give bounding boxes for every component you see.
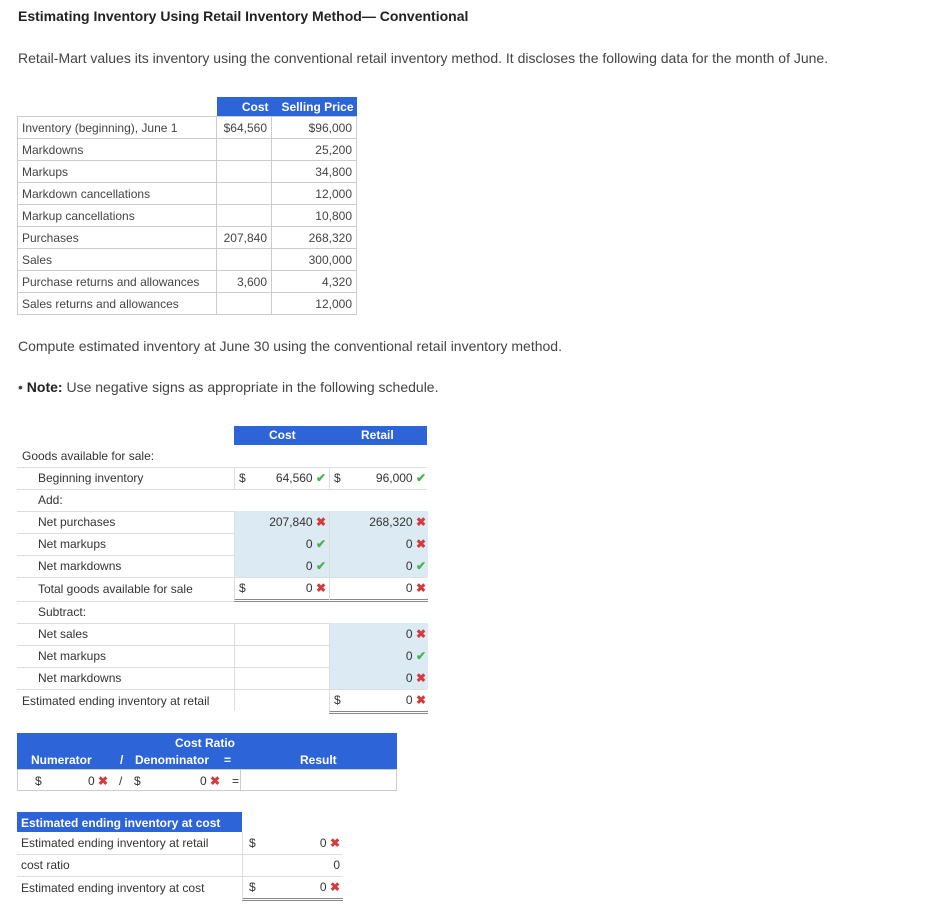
row-cost: $64,560 xyxy=(217,117,272,139)
nmu2-retail-input[interactable] xyxy=(329,645,428,667)
row-label: Sales xyxy=(18,249,217,271)
eic-row-retail xyxy=(17,832,342,855)
x-icon: ✖ xyxy=(329,836,340,850)
value: 0 xyxy=(405,581,413,595)
result-label: Result xyxy=(300,753,337,767)
x-icon: ✖ xyxy=(315,515,326,529)
cost-ratio-title: Cost Ratio xyxy=(175,736,235,750)
header-left-blank xyxy=(17,426,234,445)
est-retail-cell xyxy=(329,689,428,714)
row-label: Inventory (beginning), June 1 xyxy=(18,117,217,139)
dollar-sign: $ xyxy=(35,774,42,788)
value: 0 xyxy=(88,774,95,788)
x-icon: ✖ xyxy=(415,693,426,707)
value: 0 xyxy=(200,774,207,788)
row-cost: 207,840 xyxy=(217,227,272,249)
row-total xyxy=(17,577,427,602)
row-cost xyxy=(217,139,272,161)
value: 64,560 xyxy=(275,471,313,485)
row-cost xyxy=(217,293,272,315)
check-icon: ✔ xyxy=(315,559,326,573)
row-cost xyxy=(217,205,272,227)
col-retail: Retail xyxy=(361,428,394,442)
header-selling-price: Selling Price xyxy=(272,97,357,117)
value: 0 xyxy=(405,649,413,663)
dollar-sign: $ xyxy=(239,581,246,595)
value: 268,320 xyxy=(369,515,413,529)
empty-cost-cell xyxy=(234,667,330,689)
row-cost: 3,600 xyxy=(217,271,272,293)
value: 0 xyxy=(305,559,313,573)
eic-label: cost ratio xyxy=(21,858,70,872)
value: 96,000 xyxy=(375,471,413,485)
note-body: Use negative signs as appropriate in the following schedule. xyxy=(66,379,439,395)
table-row xyxy=(18,227,357,249)
row-price: 300,000 xyxy=(272,249,357,271)
value: 0 xyxy=(319,836,327,850)
table-row xyxy=(18,183,357,205)
row-cost xyxy=(217,183,272,205)
row-est-retail xyxy=(17,689,427,713)
question-text: Compute estimated inventory at June 30 using the conventional retail inventory method. xyxy=(18,338,562,354)
eic-label: Estimated ending inventory at cost xyxy=(21,881,205,895)
x-icon: ✖ xyxy=(415,515,426,529)
eic-ratio-value: 0 xyxy=(333,858,340,872)
label-goods: Goods available for sale: xyxy=(22,449,155,463)
label-net-markdowns: Net markdowns xyxy=(38,559,122,573)
row-label: Purchase returns and allowances xyxy=(18,271,217,293)
table-row xyxy=(18,205,357,227)
retail-cell xyxy=(329,467,428,489)
value-wrap xyxy=(406,537,426,551)
dollar-sign: $ xyxy=(249,836,256,850)
row-price: $96,000 xyxy=(272,117,357,139)
label-subtract: Subtract: xyxy=(38,605,87,619)
row-label: Markup cancellations xyxy=(18,205,217,227)
slash-sep: / xyxy=(119,774,123,788)
result-divider xyxy=(240,770,241,790)
row-net-markdowns-2 xyxy=(17,667,427,690)
value-wrap xyxy=(406,649,426,663)
check-icon: ✔ xyxy=(315,537,326,551)
label-net-markups-2: Net markups xyxy=(38,649,107,663)
value: 0 xyxy=(305,537,313,551)
eic-row-ratio xyxy=(17,854,342,877)
value: 0 xyxy=(405,537,413,551)
numerator-label: Numerator xyxy=(31,753,92,767)
row-price: 12,000 xyxy=(272,183,357,205)
row-label: Purchases xyxy=(18,227,217,249)
nmu-cost-input[interactable] xyxy=(234,533,330,555)
cost-ratio-table xyxy=(17,733,397,791)
value-wrap xyxy=(406,671,426,685)
eic-cell xyxy=(242,876,343,901)
value: 0 xyxy=(405,627,413,641)
data-table xyxy=(17,97,357,315)
value: 0 xyxy=(305,581,313,595)
header-cost: Cost xyxy=(217,97,272,117)
table-row xyxy=(18,161,357,183)
table-row xyxy=(18,139,357,161)
row-begin xyxy=(17,467,427,490)
label-net-markdowns-2: Net markdowns xyxy=(38,671,122,685)
empty-cost-cell xyxy=(234,623,330,645)
x-icon: ✖ xyxy=(415,671,426,685)
total-retail-input[interactable] xyxy=(406,581,426,595)
header-blank xyxy=(18,97,217,117)
row-net-sales xyxy=(17,623,427,646)
x-icon: ✖ xyxy=(315,581,326,595)
check-icon: ✔ xyxy=(415,649,426,663)
x-icon: ✖ xyxy=(329,880,340,894)
check-icon: ✔ xyxy=(315,471,326,485)
col-cost: Cost xyxy=(269,428,296,442)
row-net-markdowns xyxy=(17,555,427,578)
x-icon: ✖ xyxy=(210,774,221,788)
row-net-markups xyxy=(17,533,427,556)
row-cost xyxy=(217,249,272,271)
denominator-input[interactable] xyxy=(200,774,220,788)
nmd2-retail-input[interactable] xyxy=(329,667,428,689)
empty-cost-cell xyxy=(234,645,330,667)
row-label: Sales returns and allowances xyxy=(18,293,217,315)
row-net-purchases xyxy=(17,511,427,534)
nmd-cost-input[interactable] xyxy=(234,555,330,577)
begin-retail-input[interactable] xyxy=(376,471,426,485)
label-net-markups: Net markups xyxy=(38,537,107,551)
equals-label: = xyxy=(224,753,232,767)
eic-cell xyxy=(242,854,343,876)
label-total: Total goods available for sale xyxy=(38,582,193,596)
eic-title: Estimated ending inventory at cost xyxy=(17,812,242,832)
est-retail-input[interactable] xyxy=(406,693,426,707)
x-icon: ✖ xyxy=(415,537,426,551)
value: 0 xyxy=(405,693,413,707)
eic-label: Estimated ending inventory at retail xyxy=(21,836,209,850)
nmu-retail-input[interactable] xyxy=(329,533,428,555)
total-retail-cell xyxy=(329,577,428,602)
row-label: Markups xyxy=(18,161,217,183)
row-subtract xyxy=(17,601,427,624)
value: 0 xyxy=(405,559,413,573)
value-wrap xyxy=(306,559,326,573)
table-row xyxy=(18,271,357,293)
eic-retail-input[interactable] xyxy=(320,836,340,850)
cost-cell xyxy=(234,467,330,489)
table-row xyxy=(18,117,357,139)
value-wrap xyxy=(369,515,426,529)
label-begin: Beginning inventory xyxy=(38,471,144,485)
value: 0 xyxy=(405,671,413,685)
total-cost-input[interactable] xyxy=(306,581,326,595)
row-price: 25,200 xyxy=(272,139,357,161)
dollar-sign: $ xyxy=(134,774,141,788)
row-goods xyxy=(17,445,427,468)
row-price: 12,000 xyxy=(272,293,357,315)
row-price: 4,320 xyxy=(272,271,357,293)
value-wrap xyxy=(269,515,326,529)
nmd-retail-input[interactable] xyxy=(329,555,428,577)
x-icon: ✖ xyxy=(415,581,426,595)
check-icon: ✔ xyxy=(415,559,426,573)
np-cost-input[interactable] xyxy=(234,511,330,533)
np-retail-input[interactable] xyxy=(329,511,428,533)
label-add: Add: xyxy=(38,493,63,507)
page-title: Estimating Inventory Using Retail Inventory Method— Conventional xyxy=(18,8,469,24)
dollar-sign: $ xyxy=(239,471,246,485)
bullet: • xyxy=(18,379,23,395)
x-icon: ✖ xyxy=(98,774,109,788)
eic-cell xyxy=(242,832,343,854)
begin-cost-input[interactable] xyxy=(276,471,326,485)
cost-ratio-header xyxy=(17,733,397,769)
label-est-retail: Estimated ending inventory at retail xyxy=(22,694,210,708)
row-label: Markdown cancellations xyxy=(18,183,217,205)
label-net-sales: Net sales xyxy=(38,627,89,641)
dollar-sign: $ xyxy=(334,693,341,707)
value: 0 xyxy=(319,880,327,894)
row-price: 10,800 xyxy=(272,205,357,227)
label-net-purchases: Net purchases xyxy=(38,515,116,529)
row-add xyxy=(17,489,427,512)
cost-ratio-row xyxy=(17,769,397,791)
ns-retail-input[interactable] xyxy=(329,623,428,645)
check-icon: ✔ xyxy=(415,471,426,485)
row-price: 34,800 xyxy=(272,161,357,183)
x-icon: ✖ xyxy=(415,627,426,641)
value-wrap xyxy=(306,537,326,551)
equals-sep: = xyxy=(232,774,240,788)
eic-row-cost xyxy=(17,876,342,900)
note-text xyxy=(18,379,438,395)
denominator-label: Denominator xyxy=(135,753,210,767)
row-label: Markdowns xyxy=(18,139,217,161)
dollar-sign: $ xyxy=(334,471,341,485)
dollar-sign: $ xyxy=(249,880,256,894)
row-cost xyxy=(217,161,272,183)
value: 207,840 xyxy=(269,515,313,529)
value-wrap xyxy=(406,559,426,573)
table-row xyxy=(18,293,357,315)
note-label: Note: xyxy=(26,379,63,395)
slash-label: / xyxy=(120,753,124,767)
row-price: 268,320 xyxy=(272,227,357,249)
numerator-input[interactable] xyxy=(88,774,108,788)
intro-text: Retail-Mart values its inventory using the conventional retail inventory method. It discloses the following data for the month of June. xyxy=(18,50,829,66)
value-wrap xyxy=(406,627,426,641)
row-net-markups-2 xyxy=(17,645,427,668)
total-cost-cell xyxy=(234,577,330,602)
empty-cost-cell xyxy=(234,689,330,711)
eic-cost-input[interactable] xyxy=(320,880,340,894)
table-row xyxy=(18,249,357,271)
